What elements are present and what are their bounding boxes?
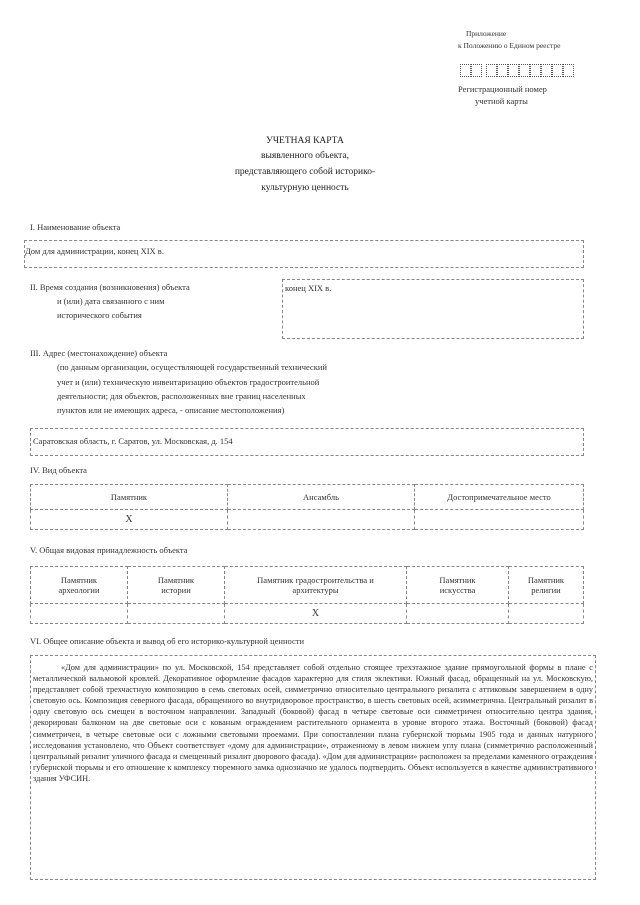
section6-description-text: «Дом для администрации» по ул. Московской, 154 представляет собой отдельно стоящее трехэтажное здание прямоугольной формы в плане с металлической вальмовой кровлей. Декоративное оформление фасадов характерно для стиля эклектики. Южный фасад, обращенный на ул. Московскую, представляет собой трехчастную композицию в семь световых осей, симметрично относительно центрального ризалита с аттиковым завершением в одну световую ось. Композиция северного фасада, обращенного во внутридворовое пространство, в шесть световых осей, асимметрична. Центральный ризалит в одну световую ось смещен в восточном направлении. Западный (боковой) фасад в четыре световые оси симметричен относительно центра здания, декорирован балконом на две световые оси с кованым ограждением растительного орнамента в уровне второго этажа. Восточный (боковой) фасад симметричен, в четыре световые оси с ложными световыми проемами. При сопоставлении плана губернской тюрьмы 1905 года и данных натурного исследования установлено, что Объект соответствует «дому для администрации», отраженному в левом нижнем углу плана (симметрично расположенный центральный ризалит уличного фасада и смещенный ризалит дворового фасада). «Дом для администрации» расположен за пределами каменного ограждения губернской тюрьмы и его отношение к комплексу тюремного замка однозначно не удалось подтвердить. Объект используется в качестве административного здания УФСИН. <box>33 663 593 783</box>
registration-cell <box>519 64 530 77</box>
affiliation-header-architecture-line1: Памятник градостроительства и <box>257 575 374 585</box>
section2-label-line1: II. Время создания (возникновения) объекта <box>30 282 190 292</box>
affiliation-header-architecture <box>225 567 407 604</box>
section1-label: I. Наименование объекта <box>30 222 121 232</box>
section3-label-line1: III. Адрес (местонахождение) объекта <box>30 348 168 358</box>
affiliation-mark-archaeology <box>31 604 128 624</box>
affiliation-header-art-line1: Памятник <box>439 575 476 585</box>
section4-label: IV. Вид объекта <box>30 465 87 475</box>
registration-cell <box>563 64 574 77</box>
affiliation-header-archaeology <box>31 567 128 604</box>
section6-description-box <box>30 655 596 880</box>
affiliation-table <box>30 566 584 624</box>
section2-value-box <box>282 279 584 339</box>
object-type-mark-monument: X <box>31 510 228 530</box>
registration-cell <box>541 64 552 77</box>
affiliation-header-art-line2: искусства <box>439 585 476 595</box>
registration-cell <box>486 64 497 77</box>
section3-label-line2: (по данным организации, осуществляющей государственный технический <box>57 362 327 372</box>
object-type-header-landmark: Достопримечательное место <box>415 485 584 510</box>
section2-value: конец XIX в. <box>285 283 332 293</box>
affiliation-header-religion <box>509 567 584 604</box>
affiliation-mark-religion <box>509 604 584 624</box>
section3-value: Саратовская область, г. Саратов, ул. Московская, д. 154 <box>33 436 233 446</box>
card-title-line4: культурную ценность <box>261 183 349 193</box>
registration-cell-group-2 <box>486 64 574 77</box>
object-type-header-monument: Памятник <box>31 485 228 510</box>
object-type-mark-ensemble <box>228 510 415 530</box>
card-title-line1: УЧЕТНАЯ КАРТА <box>266 136 344 146</box>
section3-label-line4: деятельности; для объектов, расположенных вне границ населенных <box>57 391 306 401</box>
section2-label-line2: и (или) дата связанного с ним <box>57 296 165 306</box>
registration-cell <box>497 64 508 77</box>
registration-label-line2: учетной карты <box>475 96 528 106</box>
registration-cell <box>530 64 541 77</box>
section1-value-box <box>24 240 584 268</box>
affiliation-header-archaeology-line1: Памятник <box>60 575 98 585</box>
affiliation-header-religion-line2: религии <box>531 585 561 595</box>
section6-description <box>33 662 593 784</box>
appendix-line1: Приложение <box>466 29 507 38</box>
registration-cell-group-1 <box>460 64 482 77</box>
affiliation-header-history-line1: Памятник <box>157 575 195 585</box>
card-title-line2: выявленного объекта, <box>260 151 350 161</box>
section3-value-box <box>30 428 584 456</box>
object-type-header-ensemble: Ансамбль <box>228 485 415 510</box>
section1-value: Дом для администрации, конец XIX в. <box>25 246 164 256</box>
affiliation-header-religion-line1: Памятник <box>527 575 565 585</box>
section5-label: V. Общая видовая принадлежность объекта <box>30 545 188 555</box>
affiliation-header-art <box>407 567 509 604</box>
affiliation-mark-history <box>128 604 225 624</box>
object-type-mark-landmark <box>415 510 584 530</box>
affiliation-header-history-line2: истории <box>161 585 191 595</box>
appendix-line2: к Положению о Едином реестре <box>458 41 561 50</box>
affiliation-mark-art <box>407 604 509 624</box>
section3-label-line3: учет и (или) техническую инвентаризацию объектов градостроительной <box>57 377 320 387</box>
card-title-line3: представляющего собой историко- <box>234 167 376 177</box>
section3-label-line5: пунктов или не имеющих адреса, - описание местоположения) <box>57 405 285 415</box>
object-type-table <box>30 484 584 530</box>
section6-label: VI. Общее описание объекта и вывод об его историко-культурной ценности <box>30 636 305 646</box>
affiliation-mark-architecture: X <box>225 604 407 624</box>
registration-label-line1: Регистрационный номер <box>458 84 547 94</box>
registration-cell <box>552 64 563 77</box>
registration-cell <box>508 64 519 77</box>
registration-number-cells <box>460 64 574 77</box>
affiliation-header-architecture-line2: архитектуры <box>292 585 339 595</box>
registration-cell <box>460 64 471 77</box>
registration-cell <box>471 64 482 77</box>
affiliation-header-history <box>128 567 225 604</box>
affiliation-header-archaeology-line2: археологии <box>58 585 100 595</box>
section2-label-line3: исторического события <box>57 310 142 320</box>
